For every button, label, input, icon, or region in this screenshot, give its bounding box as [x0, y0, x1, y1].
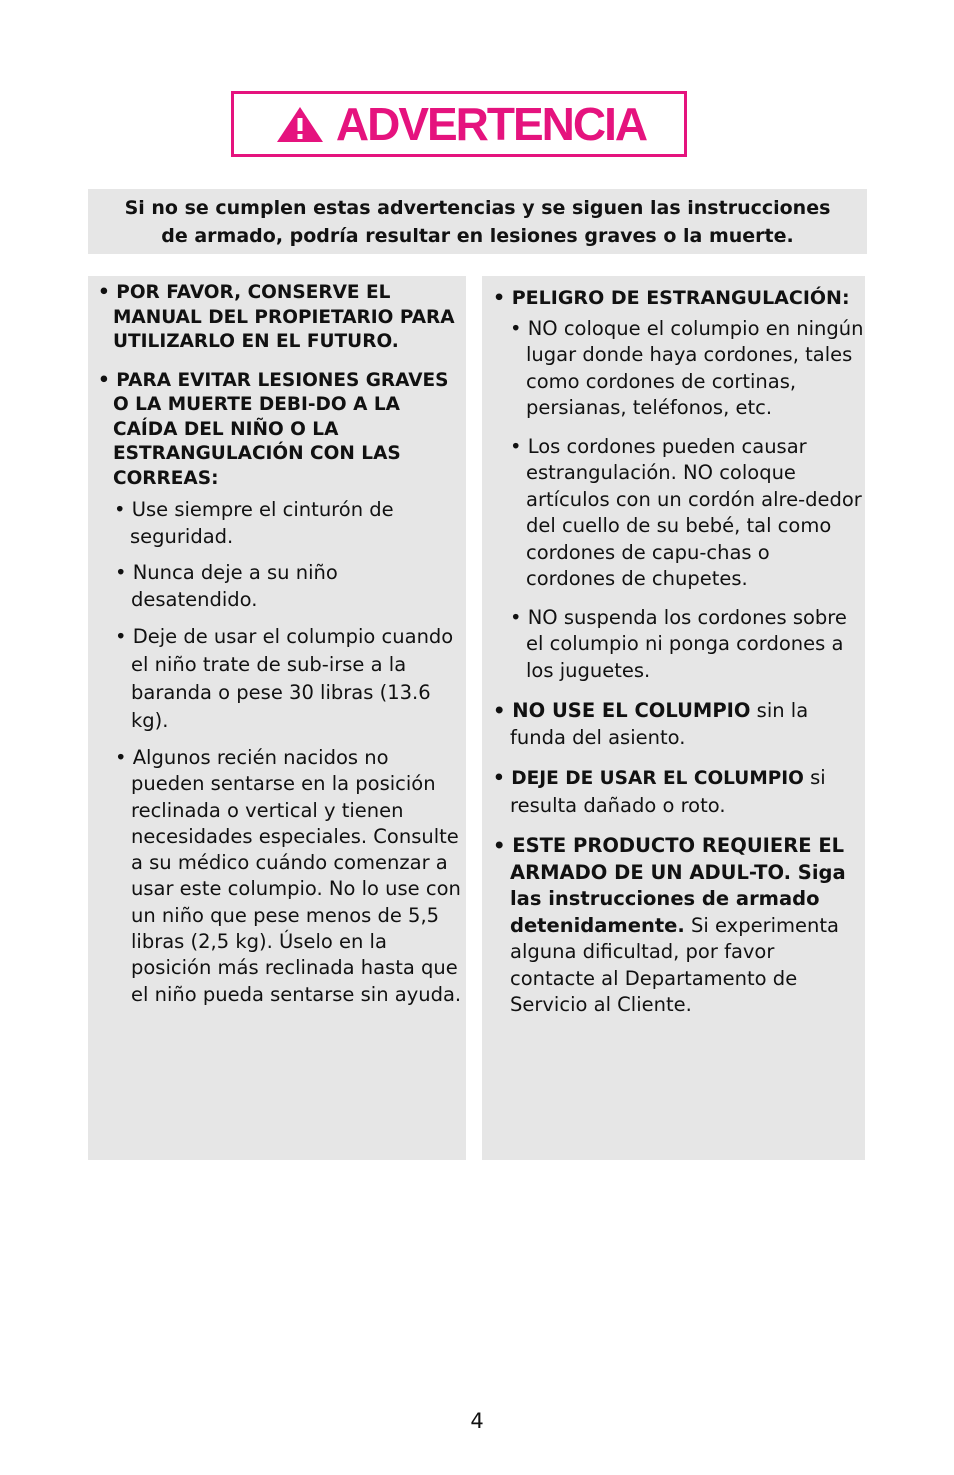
- fall-strangulation-warning: [98, 369, 466, 492]
- stop-using-instruction: • Deje de usar el columpio cuando el niño trate de sub-irse a la baranda o pese 30 libras (13.6 kg).: [115, 625, 454, 732]
- keep-manual-warning: • POR FAVOR, CONSERVE EL MANUAL DEL PROPIETARIO PARA UTILIZARLO EN EL FUTURO.: [98, 282, 455, 352]
- adult-assembly-warning-text: Si experimenta alguna dificultad, por favor contacte al Departamento de Servicio al Cliente.: [510, 913, 839, 1016]
- fall-strangulation-heading: • PARA EVITAR LESIONES GRAVES O LA MUERTE DEBI-DO A LA CAÍDA DEL NIÑO O LA ESTRANGULACIÓN CON LAS CORREAS:: [98, 369, 449, 489]
- unattended-instruction: • Nunca deje a su niño desatendido.: [115, 561, 338, 611]
- strangulation-heading: • PELIGRO DE ESTRANGULACIÓN:: [493, 287, 850, 309]
- suspend-cords-instruction: • NO suspenda los cordones sobre el columpio ni ponga cordones a los juguetes.: [510, 605, 847, 682]
- strangulation-warning: [493, 285, 865, 312]
- intro-line-1: Si no se cumplen estas advertencias y se siguen las instrucciones: [124, 196, 831, 219]
- page-number: 4: [470, 1409, 484, 1433]
- newborn-instruction: • Algunos recién nacidos no pueden sentarse en la posición reclinada o vertical y tienen necesidades especiales. Consulte a su médico cuándo comenzar a usar este columpio. No lo use con un niño que pese menos de 5,5 libras (2,5 kg). Úselo en la posición más reclinada hasta que el niño pueda sentarse sin ayuda.: [115, 746, 462, 1006]
- adult-assembly-warning: [493, 833, 865, 1019]
- seat-cover-warning-text: sin la funda del asiento.: [510, 699, 809, 749]
- damaged-swing-warning-text: si resulta dañado o roto.: [510, 766, 826, 817]
- cords-placement-instruction: • NO coloque el columpio en ningún lugar donde haya cordones, tales como cordones de cortinas, persianas, teléfonos, etc.: [510, 316, 864, 419]
- right-warning-panel: [482, 276, 865, 1160]
- warning-banner: [231, 91, 687, 157]
- left-warning-panel: [88, 276, 466, 1160]
- seat-cover-warning: [493, 698, 865, 751]
- warning-title: ADVERTENCIA: [335, 98, 647, 150]
- seat-cover-warning-bold: • NO USE EL COLUMPIO: [493, 699, 751, 722]
- intro-warning: [88, 189, 867, 254]
- adult-assembly-warning-bold: • ESTE PRODUCTO REQUIERE EL ARMADO DE UN ADUL-TO. Siga las instrucciones de armado detenidamente.: [493, 834, 846, 937]
- damaged-swing-warning: [493, 765, 865, 819]
- warning-triangle-icon: [272, 102, 328, 146]
- seatbelt-instruction: • Use siempre el cinturón de seguridad.: [114, 498, 394, 548]
- damaged-swing-warning-bold: • DEJE DE USAR EL COLUMPIO: [493, 768, 804, 789]
- intro-line-2: de armado, podría resultar en lesiones graves o la muerte.: [161, 224, 794, 247]
- cords-strangulation-instruction: • Los cordones pueden causar estrangulación. NO coloque artículos con un cordón alre-dedor del cuello de su bebé, tal como cordones de capu-chas o cordones de chupetes.: [510, 434, 862, 590]
